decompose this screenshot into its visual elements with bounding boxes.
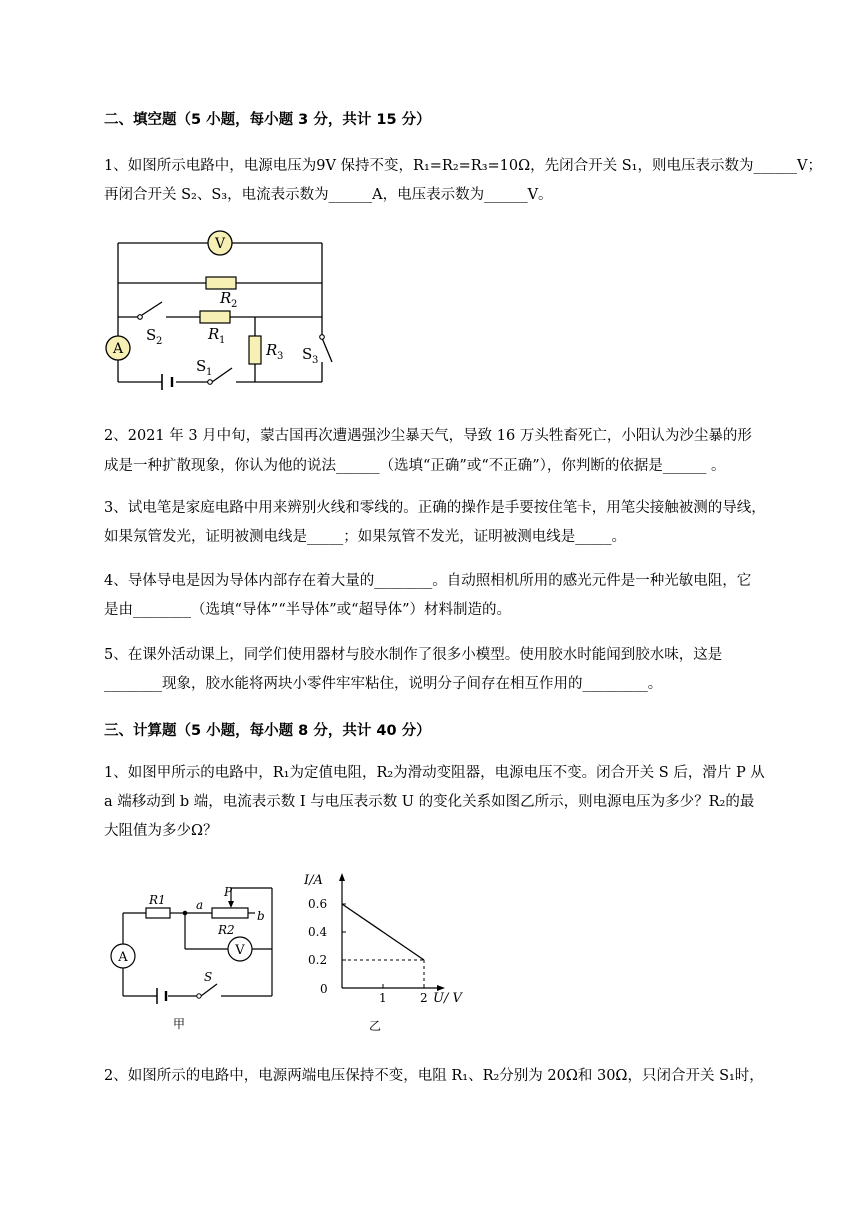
circuit-diagram-jia xyxy=(100,880,280,1035)
circuit-diagram-1 xyxy=(100,226,340,391)
x-axis-label: U/ V xyxy=(433,991,462,1006)
question-text xyxy=(104,452,804,481)
s1-subscript: 1 xyxy=(206,367,213,378)
voltmeter-label: V xyxy=(214,236,226,252)
s3-label: S xyxy=(302,345,313,363)
question-text xyxy=(104,596,804,625)
current-voltage-chart xyxy=(300,868,475,1035)
series-line xyxy=(342,904,424,960)
question-line: 1、如图甲所示的电路中，R₁为定值电阻，R₂为滑动变阻器，电源电压不变。闭合开关 S 后，滑片 P 从 xyxy=(104,765,765,781)
question-line: 2、2021 年 3 月中旬，蒙古国再次遭遇强沙尘暴天气，导致 16 万头牲畜死亡，小阳认为沙尘暴的形 xyxy=(104,428,752,444)
y-axis-arrow xyxy=(339,873,345,881)
origin-label: 0 xyxy=(320,982,328,996)
question-text xyxy=(104,494,804,523)
question-line: 5、在课外活动课上，同学们使用器材与胶水制作了很多小模型。使用胶水时能闻到胶水味，这是 xyxy=(104,647,723,663)
r2-subscript: 2 xyxy=(231,299,238,310)
question-text xyxy=(104,422,804,451)
r3-subscript: 3 xyxy=(277,351,284,362)
y-tick-label: 0.4 xyxy=(308,925,328,939)
question-text xyxy=(104,181,804,210)
voltmeter-label: V xyxy=(235,943,245,958)
question-text xyxy=(104,567,804,596)
figure-caption-jia: 甲 xyxy=(173,1017,186,1031)
section-heading-fill-blank: 二、填空题（5 小题，每小题 3 分，共计 15 分） xyxy=(104,112,431,128)
r1-label: R1 xyxy=(149,893,166,907)
question-text xyxy=(104,641,804,670)
question-line: 是由________（选填“导体”“半导体”或“超导体”）材料制造的。 xyxy=(104,602,511,618)
question-line: a 端移动到 b 端，电流表示数 I 与电压表示数 U 的变化关系如图乙所示，则电源电压为多少？R₂的最 xyxy=(104,794,755,810)
s2-subscript: 2 xyxy=(156,336,163,347)
question-line: 成是一种扩散现象，你认为他的说法______（选填“正确”或“不正确”），你判断的依据是______ 。 xyxy=(104,458,726,474)
r3-label: R xyxy=(266,341,278,359)
question-line: 如果氖管发光，证明被测电线是_____；如果氖管不发光，证明被测电线是_____。 xyxy=(104,529,626,545)
question-text xyxy=(104,759,804,788)
question-text xyxy=(104,670,804,699)
question-line: 4、导体导电是因为导体内部存在着大量的________。自动照相机所用的感光元件是一种光敏电阻，它 xyxy=(104,573,752,589)
question-line: 再闭合开关 S₂、S₃，电流表示数为______A，电压表示数为______V。 xyxy=(104,187,553,203)
question-line: 大阻值为多少Ω？ xyxy=(104,823,218,839)
r1-subscript: 1 xyxy=(219,335,226,346)
ammeter-label: A xyxy=(112,341,124,357)
question-text xyxy=(104,523,804,552)
r1-label: R xyxy=(208,325,220,343)
ammeter-label: A xyxy=(118,950,128,965)
x-tick-label: 2 xyxy=(420,991,428,1005)
question-text xyxy=(104,152,822,181)
end-a-label: a xyxy=(196,898,204,912)
figure-caption-yi: 乙 xyxy=(369,1019,382,1033)
question-text xyxy=(104,1062,804,1091)
y-axis-label: I/A xyxy=(304,873,323,888)
question-text xyxy=(104,817,804,846)
section-heading-calculation: 三、计算题（5 小题，每小题 8 分，共计 40 分） xyxy=(104,723,431,739)
switch-label: S xyxy=(204,970,213,984)
s3-subscript: 3 xyxy=(312,355,319,366)
r2-label: R xyxy=(220,289,232,307)
slider-p-label: P xyxy=(224,885,233,899)
x-tick-label: 1 xyxy=(379,991,387,1005)
end-b-label: b xyxy=(257,909,265,923)
y-tick-label: 0.2 xyxy=(308,953,328,967)
y-tick-label: 0.6 xyxy=(308,897,328,911)
question-text xyxy=(104,788,804,817)
s2-label: S xyxy=(146,326,157,344)
question-line: ________现象，胶水能将两块小零件牢牢粘住，说明分子间存在相互作用的_________。 xyxy=(104,676,663,692)
question-line: 1、如图所示电路中，电源电压为9V 保持不变，R₁=R₂=R₃=10Ω，先闭合开关 S₁，则电压表示数为______V； xyxy=(104,158,822,174)
s1-label: S xyxy=(196,357,207,375)
r2-label: R2 xyxy=(218,923,235,937)
question-line: 2、如图所示的电路中，电源两端电压保持不变，电阻 R₁、R₂分别为 20Ω和 30Ω，只闭合开关 S₁时， xyxy=(104,1068,764,1084)
question-line: 3、试电笔是家庭电路中用来辨别火线和零线的。正确的操作是手要按住笔卡，用笔尖接触被测的导线， xyxy=(104,500,766,516)
